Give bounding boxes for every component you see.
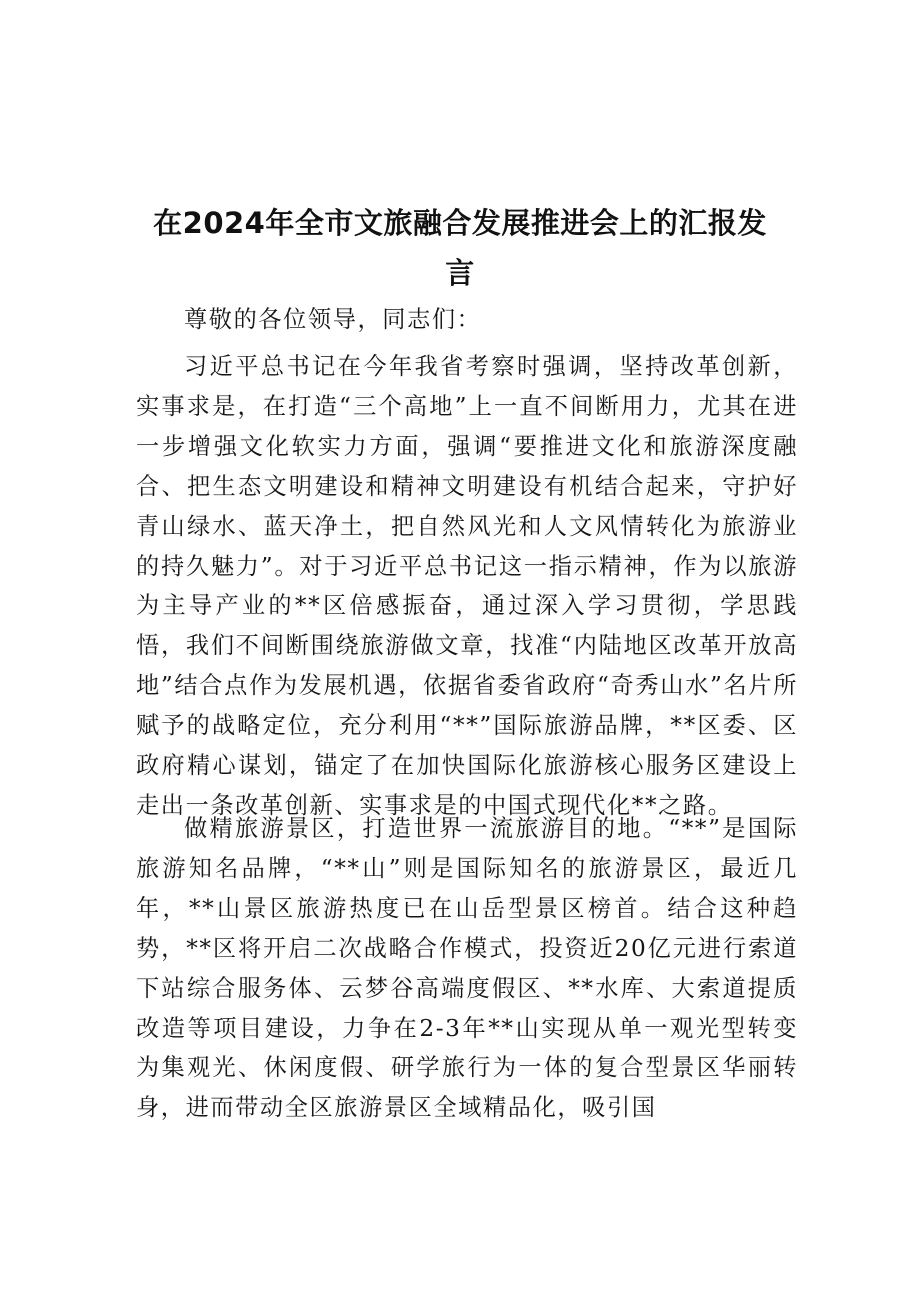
greeting: 尊敬的各位领导，同志们： <box>184 306 482 333</box>
document-title <box>130 198 790 298</box>
paragraph-2: 做精旅游景区，打造世界一流旅游目的地。“**”是国际旅游知名品牌，“**山”则是国际知名的旅游景区，最近几年，**山景区旅游热度已在山岳型景区榜首。结合这种趋势，**区将开启二次战略合作模式，投资近20亿元进行索道下站综合服务体、云梦谷高端度假区、**水库、大索道提质改造等项目建设，力争在2-3年**山实现从单一观光型转变为集观光、休闲度假、研学旅行为一体的复合型景区华丽转身，进而带动全区旅游景区全域精品化，吸引国 <box>136 815 798 1122</box>
title-line-1: 在2024年全市文旅融合发展推进会上的汇报发 <box>153 206 767 240</box>
paragraph-1: 习近平总书记在今年我省考察时强调，坚持改革创新，实事求是，在打造“三个高地”上一直不间断用力，尤其在进一步增强文化软实力方面，强调“要推进文化和旅游深度融合、把生态文明建设和精神文明建设有机结合起来，守护好青山绿水、蓝天净土，把自然风光和人文风情转化为旅游业的持久魅力”。对于习近平总书记这一指示精神，作为以旅游为主导产业的**区倍感振奋，通过深入学习贯彻，学思践悟，我们不间断围绕旅游做文章，找准“内陆地区改革开放高地”结合点作为发展机遇，依据省委省政府“奇秀山水”名片所赋予的战略定位，充分利用“**”国际旅游品牌，**区委、区政府精心谋划，锚定了在加快国际化旅游核心服务区建设上走出一条改革创新、实事求是的中国式现代化**之路。 <box>136 353 798 819</box>
title-line-2: 言 <box>445 256 475 290</box>
